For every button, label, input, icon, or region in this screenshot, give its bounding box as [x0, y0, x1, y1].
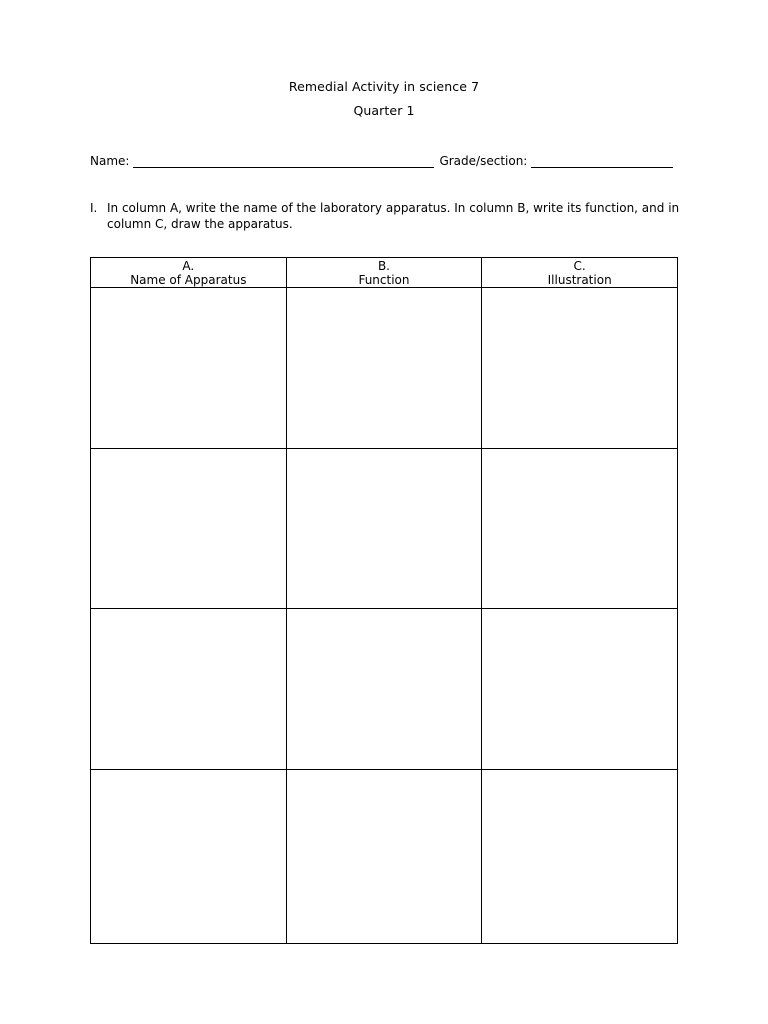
instructions — [90, 200, 690, 232]
column-a-letter: A. — [182, 259, 195, 273]
name-of-apparatus-cell[interactable] — [91, 449, 287, 609]
column-b-letter: B. — [377, 259, 390, 273]
page-subtitle: Quarter 1 — [353, 103, 415, 118]
function-cell[interactable] — [286, 770, 482, 944]
column-c-header — [482, 258, 678, 288]
name-of-apparatus-cell[interactable] — [91, 288, 287, 449]
function-cell[interactable] — [286, 449, 482, 609]
table-row — [91, 288, 678, 449]
student-info-line — [90, 152, 680, 168]
illustration-cell[interactable] — [482, 609, 678, 770]
name-of-apparatus-cell[interactable] — [91, 609, 287, 770]
apparatus-table — [90, 257, 678, 944]
instruction-number: I. — [90, 201, 98, 215]
column-a-label: Name of Apparatus — [130, 273, 247, 287]
table-row — [91, 770, 678, 944]
function-cell[interactable] — [286, 609, 482, 770]
column-c-label: Illustration — [547, 273, 612, 287]
illustration-cell[interactable] — [482, 449, 678, 609]
illustration-cell[interactable] — [482, 288, 678, 449]
table-header-row — [91, 258, 678, 288]
illustration-cell[interactable] — [482, 770, 678, 944]
table-row — [91, 449, 678, 609]
function-cell[interactable] — [286, 288, 482, 449]
grade-section-label: Grade/section: — [439, 154, 528, 168]
name-field[interactable] — [133, 155, 434, 168]
instruction-text: In column A, write the name of the laboratory apparatus. In column B, write its function, and in column C, draw the apparatus. — [107, 201, 680, 231]
name-label: Name: — [90, 154, 130, 168]
column-a-header — [91, 258, 287, 288]
table-row — [91, 609, 678, 770]
column-b-header — [286, 258, 482, 288]
column-b-label: Function — [358, 273, 410, 287]
grade-section-field[interactable] — [531, 155, 673, 168]
column-c-letter: C. — [573, 259, 586, 273]
page-title: Remedial Activity in science 7 — [288, 79, 480, 94]
name-of-apparatus-cell[interactable] — [91, 770, 287, 944]
